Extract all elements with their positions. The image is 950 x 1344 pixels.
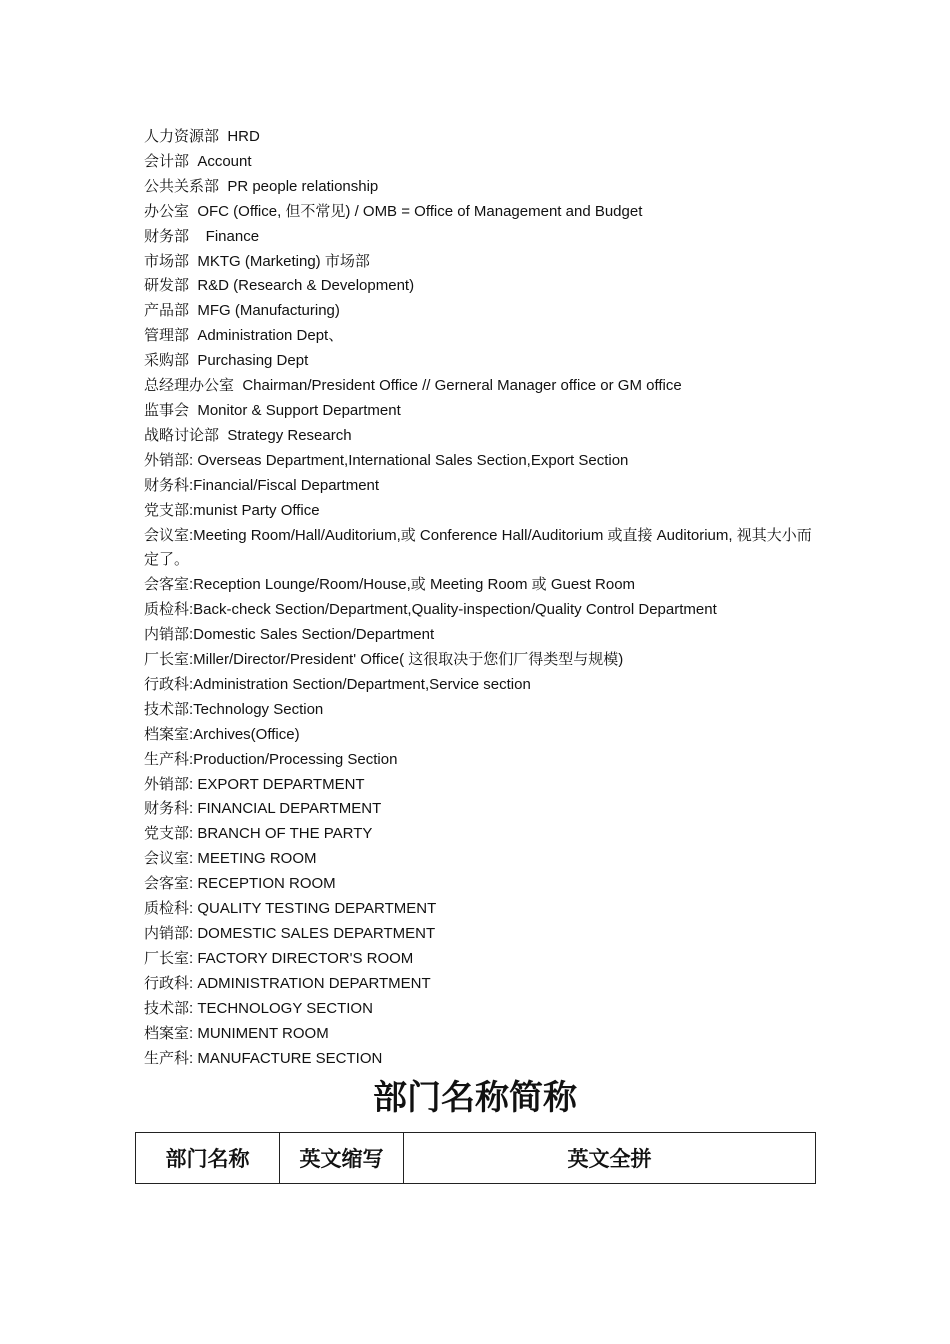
- department-abbreviation-table: [135, 1132, 816, 1184]
- list-line: 管理部 Administration Dept、: [144, 327, 344, 345]
- column-header-english-abbreviation: 英文缩写: [280, 1133, 404, 1184]
- list-line: 行政科:Administration Section/Department,Service section: [144, 675, 531, 693]
- list-line: 质检科: QUALITY TESTING DEPARTMENT: [144, 900, 437, 918]
- department-list: [144, 125, 814, 1071]
- list-line: 产品部 MFG (Manufacturing): [144, 302, 340, 320]
- list-line: 厂长室: FACTORY DIRECTOR'S ROOM: [144, 949, 414, 967]
- list-line: 财务科:Financial/Fiscal Department: [144, 476, 380, 494]
- list-line: 技术部: TECHNOLOGY SECTION: [144, 999, 373, 1017]
- list-line: 生产科:Production/Processing Section: [144, 750, 398, 768]
- list-line: 生产科: MANUFACTURE SECTION: [144, 1049, 383, 1067]
- column-header-department-name: 部门名称: [136, 1133, 280, 1184]
- list-line: 质检科:Back-check Section/Department,Quality-inspection/Quality Control Department: [144, 601, 717, 619]
- list-line: 外销部: EXPORT DEPARTMENT: [144, 775, 365, 793]
- list-line: 公共关系部 PR people relationship: [144, 177, 379, 195]
- list-line: 内销部:Domestic Sales Section/Department: [144, 626, 435, 644]
- list-line: 会客室: RECEPTION ROOM: [144, 875, 336, 893]
- section-title: 部门名称简称: [373, 1078, 577, 1118]
- list-line: 会计部 Account: [144, 152, 252, 170]
- list-line: 厂长室:Miller/Director/President' Office( 这很取决于您们厂得类型与规模): [144, 651, 624, 669]
- list-line: 技术部:Technology Section: [144, 700, 324, 718]
- list-line: 财务部 Finance: [144, 227, 260, 245]
- list-line: 档案室: MUNIMENT ROOM: [144, 1024, 329, 1042]
- list-line: 总经理办公室 Chairman/President Office // Gerneral Manager office or GM office: [144, 377, 682, 395]
- list-line: 外销部: Overseas Department,International Sales Section,Export Section: [144, 451, 629, 469]
- table-header-row: [136, 1133, 816, 1184]
- list-line: 行政科: ADMINISTRATION DEPARTMENT: [144, 974, 431, 992]
- list-line: 党支部:munist Party Office: [144, 501, 320, 519]
- list-line: 办公室 OFC (Office, 但不常见) / OMB = Office of Management and Budget: [144, 202, 643, 220]
- list-line: 财务科: FINANCIAL DEPARTMENT: [144, 800, 382, 818]
- list-line: 党支部: BRANCH OF THE PARTY: [144, 825, 373, 843]
- list-line: 采购部 Purchasing Dept: [144, 352, 309, 370]
- list-line: 监事会 Monitor & Support Department: [144, 401, 401, 419]
- list-line: 会客室:Reception Lounge/Room/House,或 Meeting Room 或 Guest Room: [144, 576, 636, 594]
- list-line: 研发部 R&D (Research & Development): [144, 277, 415, 295]
- list-line: 战略讨论部 Strategy Research: [144, 426, 352, 444]
- list-line: 市场部 MKTG (Marketing) 市场部: [144, 252, 370, 270]
- list-line: 人力资源部 HRD: [144, 128, 260, 145]
- list-line: 内销部: DOMESTIC SALES DEPARTMENT: [144, 925, 436, 942]
- column-header-english-full-name: 英文全拼: [404, 1133, 816, 1184]
- list-line: 会议室:Meeting Room/Hall/Auditorium,或 Conference Hall/Auditorium 或直接 Auditorium, 视其大小而定了。: [144, 526, 812, 569]
- list-line: 会议室: MEETING ROOM: [144, 850, 317, 868]
- list-line: 档案室:Archives(Office): [144, 725, 300, 743]
